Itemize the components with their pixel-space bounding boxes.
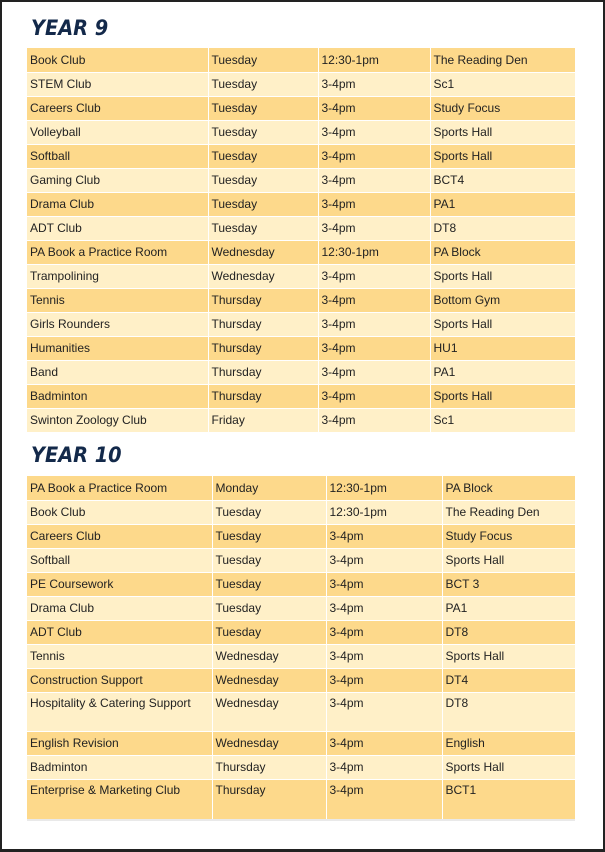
cell-day: Tuesday (208, 96, 318, 120)
table-row (27, 48, 575, 72)
table-row (27, 312, 575, 336)
table-row (27, 240, 575, 264)
cell-time: 3-4pm (318, 384, 430, 408)
table-row (27, 336, 575, 360)
cell-club: Book Club (27, 48, 208, 72)
cell-room: PA1 (430, 360, 575, 384)
cell-club: Drama Club (27, 192, 208, 216)
cell-time: 3-4pm (318, 408, 430, 432)
cell-day: Tuesday (208, 216, 318, 240)
table-row (27, 620, 575, 644)
cell-room: BCT4 (430, 168, 575, 192)
cell-time: 3-4pm (318, 72, 430, 96)
cell-room: English (442, 731, 575, 755)
cell-club: Drama Club (27, 596, 212, 620)
cell-time: 3-4pm (318, 336, 430, 360)
cell-club: PA Book a Practice Room (27, 476, 212, 500)
cell-club: Book Club (27, 500, 212, 524)
cell-room: Sc1 (430, 408, 575, 432)
cell-room: Sports Hall (442, 644, 575, 668)
cell-room: Study Focus (430, 96, 575, 120)
cell-club: Hospitality & Catering Support (27, 692, 212, 731)
cell-club: Tennis (27, 644, 212, 668)
cell-day: Tuesday (212, 524, 326, 548)
table-row (27, 288, 575, 312)
cell-room: DT4 (442, 668, 575, 692)
table-row (27, 779, 575, 820)
cell-day: Tuesday (212, 620, 326, 644)
cell-time: 12:30-1pm (326, 476, 442, 500)
table-row (27, 408, 575, 432)
table-row (27, 360, 575, 384)
cell-day: Tuesday (212, 500, 326, 524)
table-row (27, 72, 575, 96)
cell-club: Swinton Zoology Club (27, 408, 208, 432)
cell-club: Softball (27, 548, 212, 572)
cell-room: PA1 (442, 596, 575, 620)
cell-club: Construction Support (27, 668, 212, 692)
cell-time: 3-4pm (326, 596, 442, 620)
cell-day: Thursday (208, 312, 318, 336)
cell-time: 3-4pm (318, 288, 430, 312)
cell-day: Thursday (208, 288, 318, 312)
cell-time: 3-4pm (326, 548, 442, 572)
bottom-divider (27, 819, 575, 821)
cell-club: Badminton (27, 384, 208, 408)
cell-club: Careers Club (27, 96, 208, 120)
cell-day: Thursday (212, 755, 326, 779)
cell-room: Sports Hall (430, 120, 575, 144)
cell-room: DT8 (442, 692, 575, 731)
table-row (27, 524, 575, 548)
table-row (27, 120, 575, 144)
cell-time: 3-4pm (318, 360, 430, 384)
cell-club: PA Book a Practice Room (27, 240, 208, 264)
cell-day: Thursday (208, 360, 318, 384)
cell-time: 3-4pm (326, 668, 442, 692)
cell-room: PA Block (442, 476, 575, 500)
cell-room: PA1 (430, 192, 575, 216)
cell-club: STEM Club (27, 72, 208, 96)
cell-room: HU1 (430, 336, 575, 360)
year-10-table (27, 476, 576, 821)
cell-time: 3-4pm (326, 755, 442, 779)
table-row (27, 755, 575, 779)
cell-day: Tuesday (212, 572, 326, 596)
cell-day: Friday (208, 408, 318, 432)
cell-day: Tuesday (208, 144, 318, 168)
cell-club: English Revision (27, 731, 212, 755)
cell-club: Tennis (27, 288, 208, 312)
table-row (27, 264, 575, 288)
table-row (27, 144, 575, 168)
cell-time: 3-4pm (326, 779, 442, 820)
cell-day: Tuesday (212, 548, 326, 572)
cell-day: Wednesday (212, 692, 326, 731)
cell-time: 3-4pm (326, 620, 442, 644)
cell-time: 3-4pm (326, 731, 442, 755)
table-row (27, 476, 575, 500)
cell-room: Sports Hall (430, 264, 575, 288)
cell-day: Wednesday (212, 731, 326, 755)
year-9-heading: YEAR 9 (31, 16, 109, 40)
table-row (27, 596, 575, 620)
cell-room: DT8 (442, 620, 575, 644)
table-row (27, 384, 575, 408)
cell-club: Trampolining (27, 264, 208, 288)
cell-room: Sports Hall (430, 144, 575, 168)
cell-room: Sports Hall (430, 384, 575, 408)
cell-time: 12:30-1pm (318, 48, 430, 72)
cell-club: Humanities (27, 336, 208, 360)
year-10-heading: YEAR 10 (31, 443, 122, 467)
cell-day: Tuesday (208, 120, 318, 144)
table-row (27, 692, 575, 731)
cell-day: Wednesday (208, 264, 318, 288)
cell-club: Enterprise & Marketing Club (27, 779, 212, 820)
cell-time: 3-4pm (318, 96, 430, 120)
cell-day: Wednesday (208, 240, 318, 264)
cell-club: Badminton (27, 755, 212, 779)
cell-club: Softball (27, 144, 208, 168)
cell-time: 3-4pm (318, 168, 430, 192)
cell-time: 3-4pm (318, 144, 430, 168)
cell-room: PA Block (430, 240, 575, 264)
cell-room: BCT1 (442, 779, 575, 820)
cell-time: 3-4pm (318, 192, 430, 216)
cell-room: BCT 3 (442, 572, 575, 596)
table-row (27, 216, 575, 240)
cell-day: Tuesday (208, 48, 318, 72)
cell-day: Tuesday (208, 72, 318, 96)
table-row (27, 668, 575, 692)
cell-club: Gaming Club (27, 168, 208, 192)
cell-room: Sports Hall (442, 548, 575, 572)
cell-room: Sc1 (430, 72, 575, 96)
cell-day: Wednesday (212, 644, 326, 668)
table-row (27, 168, 575, 192)
cell-club: Volleyball (27, 120, 208, 144)
cell-time: 3-4pm (318, 264, 430, 288)
cell-club: ADT Club (27, 216, 208, 240)
table-row (27, 192, 575, 216)
cell-club: Careers Club (27, 524, 212, 548)
cell-time: 3-4pm (326, 524, 442, 548)
table-row (27, 548, 575, 572)
cell-room: Sports Hall (442, 755, 575, 779)
cell-room: DT8 (430, 216, 575, 240)
table-row (27, 96, 575, 120)
cell-club: Girls Rounders (27, 312, 208, 336)
cell-time: 3-4pm (326, 692, 442, 731)
table-row (27, 500, 575, 524)
year-9-table (27, 48, 576, 433)
cell-room: Bottom Gym (430, 288, 575, 312)
cell-time: 3-4pm (318, 312, 430, 336)
cell-room: Sports Hall (430, 312, 575, 336)
cell-time: 12:30-1pm (318, 240, 430, 264)
cell-club: PE Coursework (27, 572, 212, 596)
cell-day: Monday (212, 476, 326, 500)
table-row (27, 731, 575, 755)
table-row (27, 572, 575, 596)
cell-day: Tuesday (212, 596, 326, 620)
cell-day: Thursday (212, 779, 326, 820)
cell-day: Tuesday (208, 168, 318, 192)
cell-room: The Reading Den (442, 500, 575, 524)
cell-day: Thursday (208, 336, 318, 360)
table-row (27, 644, 575, 668)
cell-time: 3-4pm (326, 644, 442, 668)
cell-day: Wednesday (212, 668, 326, 692)
cell-room: Study Focus (442, 524, 575, 548)
cell-day: Tuesday (208, 192, 318, 216)
cell-time: 3-4pm (318, 216, 430, 240)
cell-club: Band (27, 360, 208, 384)
cell-room: The Reading Den (430, 48, 575, 72)
cell-day: Thursday (208, 384, 318, 408)
cell-time: 3-4pm (318, 120, 430, 144)
cell-time: 12:30-1pm (326, 500, 442, 524)
cell-club: ADT Club (27, 620, 212, 644)
cell-time: 3-4pm (326, 572, 442, 596)
